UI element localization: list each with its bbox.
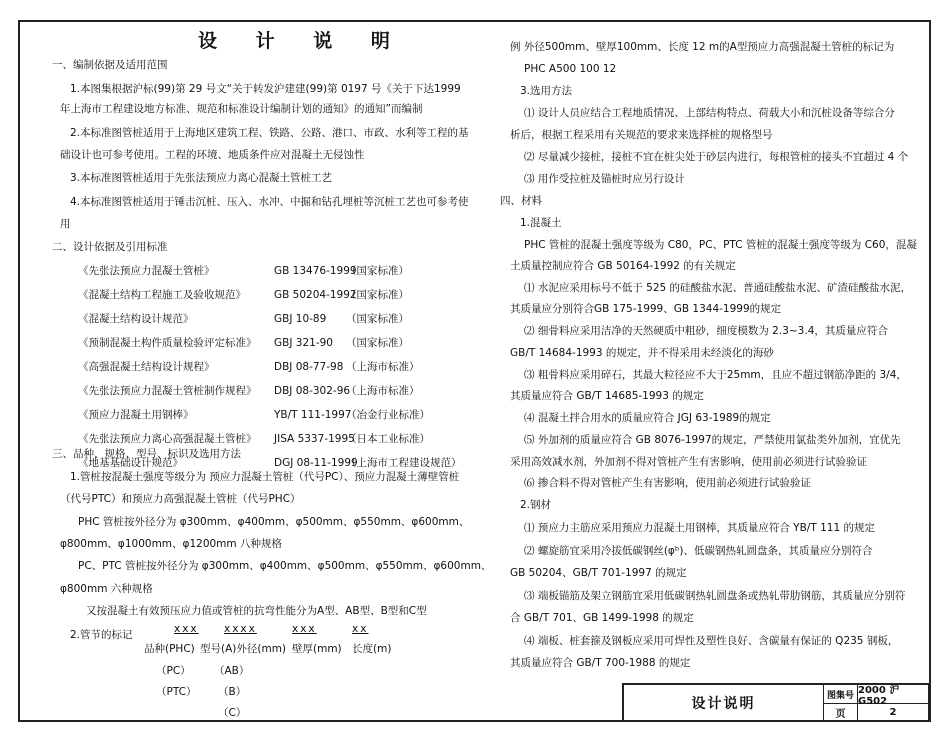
paragraph-line: 合 GB/T 701、GB 1499-1998 的规定	[510, 612, 694, 624]
paragraph-line: ⑵ 细骨料应采用洁净的天然硬质中粗砂，细度模数为 2.3~3.4，其质量应符合	[524, 325, 888, 337]
mark-label: 长度(m)	[352, 643, 392, 655]
mark-label: 壁厚(mm)	[292, 643, 342, 655]
subsection-heading: 2.钢材	[520, 499, 552, 511]
paragraph-line: ⑴ 水泥应采用标号不低于 525 的硅酸盐水泥、普通硅酸盐水泥、矿渣硅酸盐水泥，	[524, 282, 912, 294]
paragraph-line: ⑶ 粗骨料应采用碎石，其最大粒径应不大于25mm，且应不超过钢筋净距的 3/4，	[524, 369, 907, 381]
reference-title: 《先张法预应力离心高强混凝土管桩》	[78, 433, 257, 445]
reference-code: GB 13476-1999	[274, 265, 357, 277]
paragraph-line: 3.本标准图管桩适用于先张法预应力离心混凝土管桩工艺	[70, 172, 333, 184]
paragraph-line: GB/T 14684-1993 的规定，并不得采用未经淡化的海砂	[510, 347, 774, 359]
paragraph-line: ⑴ 设计人员应结合工程地质情况、上部结构特点、荷载大小和沉桩设备等综合分	[524, 107, 895, 119]
mark-placeholder: xxx	[174, 623, 199, 635]
section-heading: 三、品种、规格、型号、标识及选用方法	[52, 448, 241, 460]
reference-code: GB 50204-1992	[274, 289, 357, 301]
page-title: 设 计 说 明	[198, 30, 406, 52]
reference-title: 《混凝土结构工程施工及验收规范》	[78, 289, 246, 301]
paragraph-line: ⑵ 螺旋筋宜采用冷拔低碳钢丝(φᵇ)、低碳钢热轧圆盘条，其质量应分别符合	[524, 545, 873, 557]
paragraph-line: ⑶ 用作受拉桩及锚桩时应另行设计	[524, 173, 685, 185]
paragraph-line: 其质量应符合 GB/T 700-1988 的规定	[510, 657, 691, 669]
paragraph-line: 其质量应分别符合GB 175-1999、GB 1344-1999的规定	[510, 303, 782, 315]
paragraph-line: 析后，根据工程采用有关规范的要求来选择桩的规格型号	[510, 129, 773, 141]
paragraph-line: PC、PTC 管桩按外径分为 φ300mm、φ400mm、φ500mm、φ550mm、φ600mm、	[78, 560, 492, 572]
mark-label: 型号(A)外径(mm)	[200, 643, 287, 655]
atlas-label: 图集号	[824, 685, 858, 704]
mark-label: 品种(PHC)	[144, 643, 195, 655]
reference-level: （日本工业标准）	[346, 433, 430, 445]
mark-placeholder: xxx	[292, 623, 317, 635]
paragraph-line: ⑷ 混凝土拌合用水的质量应符合 JGJ 63-1989的规定	[524, 412, 771, 424]
reference-level: （冶金行业标准）	[346, 409, 430, 421]
paragraph-line: 2.本标准图管桩适用于上海地区建筑工程、铁路、公路、港口、市政、水利等工程的基	[70, 127, 469, 139]
paragraph-line: 用	[60, 218, 71, 230]
reference-title: 《混凝土结构设计规范》	[78, 313, 194, 325]
reference-level: （国家标准）	[346, 265, 409, 277]
reference-title: 《地基基础设计规范》	[78, 457, 183, 469]
paragraph-line: 2.管节的标记	[70, 629, 133, 641]
reference-level: （上海市标准）	[346, 385, 420, 397]
paragraph-line: PHC 管桩按外径分为 φ300mm、φ400mm、φ500mm、φ550mm、φ600mm、	[78, 516, 470, 528]
section-heading: 3.选用方法	[520, 85, 573, 97]
paragraph-line: φ800mm 六种规格	[60, 583, 153, 595]
drawing-name: 设计说明	[624, 685, 824, 721]
reference-code: DBJ 08-77-98	[274, 361, 344, 373]
page-number: 2	[858, 704, 929, 721]
mark-option: （PTC）	[156, 686, 197, 698]
paragraph-line: ⑸ 外加剂的质量应符合 GB 8076-1997的规定，严禁使用氯盐类外加剂，宜优先	[524, 434, 901, 446]
mark-placeholder: xx	[352, 623, 369, 635]
paragraph-line: ⑹ 掺合料不得对管桩产生有害影响，使用前必须进行试验验证	[524, 477, 811, 489]
paragraph-line: GB 50204、GB/T 701-1997 的规定	[510, 567, 687, 579]
example-code: PHC A500 100 12	[524, 63, 617, 75]
paragraph-line: 例 外径500mm、壁厚100mm、长度 12 m的A型预应力高强混凝土管桩的标记为	[510, 41, 895, 53]
paragraph-line: PHC 管桩的混凝土强度等级为 C80，PC、PTC 管桩的混凝土强度等级为 C60，混凝	[524, 239, 917, 251]
mark-option: （AB）	[214, 665, 250, 677]
paragraph-line: φ800mm、φ1000mm、φ1200mm 八种规格	[60, 538, 282, 550]
reference-level: （国家标准）	[346, 337, 409, 349]
mark-placeholder: xxxx	[224, 623, 257, 635]
paragraph-line: 其质量应符合 GB/T 14685-1993 的规定	[510, 390, 704, 402]
reference-level: （国家标准）	[346, 289, 409, 301]
paragraph-line: 础设计也可参考使用。工程的环境、地质条件应对混凝土无侵蚀性	[60, 149, 365, 161]
reference-level: （国家标准）	[346, 313, 409, 325]
reference-title: 《预应力混凝土用钢棒》	[78, 409, 194, 421]
paragraph-line: 1.本图集根据沪标(99)第 29 号文“关于转发沪建建(99)第 0197 号《关于下达1999	[70, 83, 461, 95]
paragraph-line: 采用高效减水剂，外加剂不得对管桩产生有害影响，使用前必须进行试验验证	[510, 456, 867, 468]
paragraph-line: 又按混凝土有效预压应力值或管桩的抗弯性能分为A型、AB型、B型和C型	[86, 605, 427, 617]
paragraph-line: 1.管桩按混凝土强度等级分为 预应力混凝土管桩（代号PC）、预应力混凝土薄壁管桩	[70, 471, 460, 483]
title-block	[622, 683, 929, 721]
paragraph-line: ⑵ 尽量减少接桩，接桩不宜在桩尖处于砂层内进行，每根管桩的接头不宜超过 4 个	[524, 151, 909, 163]
reference-code: DBJ 08-302-96	[274, 385, 351, 397]
paragraph-line: （代号PTC）和预应力高强混凝土管桩（代号PHC）	[60, 493, 301, 505]
paragraph-line: 年上海市工程建设地方标准、规范和标准设计编制计划的通知》的通知”而编制	[60, 103, 423, 115]
reference-level: （上海市标准）	[346, 361, 420, 373]
reference-title: 《先张法预应力混凝土管桩制作规程》	[78, 385, 257, 397]
page-label: 页	[824, 704, 858, 721]
reference-code: GBJ 321-90	[274, 337, 333, 349]
reference-code: GBJ 10-89	[274, 313, 327, 325]
paragraph-line: 土质量控制应符合 GB 50164-1992 的有关规定	[510, 260, 736, 272]
paragraph-line: ⑴ 预应力主筋应采用预应力混凝土用钢棒，其质量应符合 YB/T 111 的规定	[524, 522, 875, 534]
reference-code: DGJ 08-11-1999	[274, 457, 358, 469]
reference-code: YB/T 111-1997	[274, 409, 352, 421]
mark-option: （B）	[218, 686, 247, 698]
mark-option: （PC）	[156, 665, 191, 677]
reference-level: （上海市工程建设规范）	[346, 457, 462, 469]
mark-option: （C）	[218, 707, 247, 719]
paragraph-line: 4.本标准图管桩适用于锤击沉桩、压入、水冲、中掘和钻孔埋桩等沉桩工艺也可参考使	[70, 196, 469, 208]
subsection-heading: 1.混凝土	[520, 217, 562, 229]
reference-code: JISA 5337-1995	[274, 433, 355, 445]
paragraph-line: ⑶ 端板锚筋及架立钢筋宜采用低碳钢热轧圆盘条或热轧带肋钢筋，其质量应分别符	[524, 590, 906, 602]
reference-title: 《预制混凝土构件质量检验评定标准》	[78, 337, 257, 349]
section-heading: 二、设计依据及引用标准	[52, 241, 168, 253]
atlas-number: 2000 沪 G502	[858, 685, 929, 704]
reference-title: 《高强混凝土结构设计规程》	[78, 361, 215, 373]
section-heading: 一、编制依据及适用范围	[52, 59, 168, 71]
reference-title: 《先张法预应力混凝土管桩》	[78, 265, 215, 277]
paragraph-line: ⑷ 端板、桩套箍及钢板应采用可焊性及塑性良好、含碳量有保证的 Q235 钢板，	[524, 635, 899, 647]
section-heading: 四、材料	[500, 195, 542, 207]
